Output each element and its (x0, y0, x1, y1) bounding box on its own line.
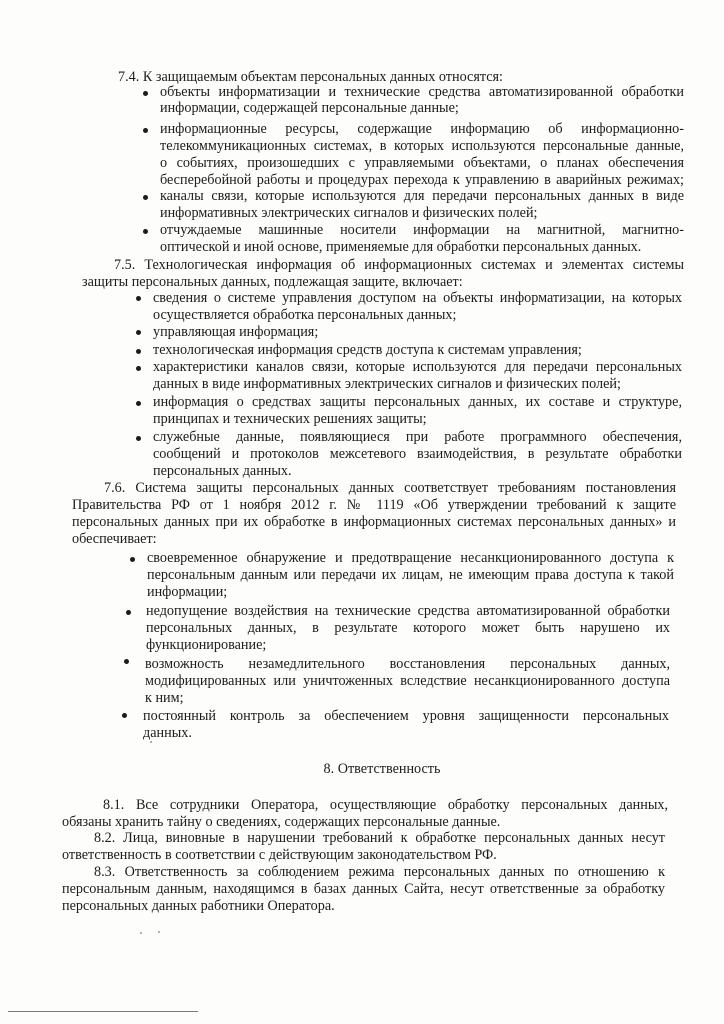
list-item-line: о событиях, произошедших с управляемыми объектами, о планах обеспечения (160, 155, 684, 171)
bullet-icon (136, 349, 141, 354)
para-7-5-intro: 7.5. Технологическая информация об информационных системах и элементах системы (114, 257, 684, 273)
list-item-line: сведения о системе управления доступом на объекты информатизации, на которых (153, 290, 682, 306)
footer-rule (8, 1011, 198, 1012)
list-item-line: объекты информатизации и технические средства автоматизированной обработки (160, 84, 684, 100)
list-item-line: к ним; (145, 690, 184, 706)
list-item-line: информационные ресурсы, содержащие информацию об информационно- (160, 121, 684, 137)
bullet-icon (143, 128, 148, 133)
list-item-line: данных в виде информативных электрических сигналов и физических полей; (153, 376, 621, 392)
list-item-line: бесперебойной работы и процедурах перехода к управлению в аварийных режимах; (160, 172, 684, 188)
list-item-line: модифицированных или уничтоженных вследствие несанкционированного доступа (145, 673, 670, 689)
list-item-line: оптической и иной основе, применяемые для обработки персональных данных. (160, 239, 642, 255)
list-item-line: персональных данных, в результате которого может быть нарушено их (146, 620, 670, 636)
para-7-6-intro: персональных данных при их обработке в информационных системах персональных данных» и (72, 514, 676, 530)
para-8-3: персональным данным, находящимся в базах данных Сайта, несут ответственные за обработку (62, 881, 665, 897)
para-8-2: ответственность в соответствии с действующим законодательством РФ. (62, 847, 497, 863)
list-item-line: осуществляется обработка персональных данных; (153, 307, 457, 323)
bullet-icon (136, 401, 141, 406)
scan-speck (158, 931, 160, 933)
list-item-line: постоянный контроль за обеспечением уровня защищенности персональных (143, 708, 669, 724)
list-item-line: данных. (143, 725, 192, 741)
para-7-6-intro: Правительства РФ от 1 ноября 2012 г. № 1119 «Об утверждении требований к защите (72, 497, 676, 513)
bullet-icon (143, 229, 148, 234)
bullet-icon (136, 330, 141, 335)
bullet-icon (130, 557, 135, 562)
para-8-1: обязаны хранить тайну о сведениях, содержащих персональные данные. (62, 814, 501, 830)
para-7-4-intro: 7.4. К защищаемым объектам персональных данных относятся: (118, 69, 503, 85)
list-item-line: телекоммуникационных системах, в которых используются персональные данные, (160, 138, 684, 154)
para-8-1: 8.1. Все сотрудники Оператора, осуществляющие обработку персональных данных, (103, 797, 668, 813)
scan-speck (150, 741, 152, 743)
para-8-3: персональных данных работники Оператора. (62, 898, 335, 914)
list-item-line: отчуждаемые машинные носители информации на магнитной, магнитно- (160, 222, 684, 238)
list-item-line: возможность незамедлительного восстановления персональных данных, (145, 656, 670, 672)
section-8-heading: 8. Ответственность (323, 761, 441, 777)
bullet-icon (136, 366, 141, 371)
list-item-line: информации, содержащей персональные данные; (160, 100, 459, 116)
para-8-3: 8.3. Ответственность за соблюдением режима персональных данных по отношению к (94, 864, 665, 880)
bullet-icon (122, 713, 127, 718)
list-item-line: персональных данных. (153, 463, 292, 479)
list-item-line: персональным данным или передачи их лицам, не имеющим права доступа к такой (147, 567, 674, 583)
para-8-2: 8.2. Лица, виновные в нарушении требований к обработке персональных данных несут (94, 830, 665, 846)
list-item-line: функционирование; (146, 637, 267, 653)
list-item-line: управляющая информация; (153, 324, 319, 340)
list-item-line: принципах и технических решениях защиты; (153, 411, 427, 427)
list-item-line: своевременное обнаружение и предотвращение несанкционированного доступа к (147, 550, 674, 566)
para-7-5-intro: защиты персональных данных, подлежащая защите, включает: (82, 274, 463, 290)
list-item-line: каналы связи, которые используются для передачи персональных данных в виде (160, 188, 684, 204)
bullet-icon (143, 195, 148, 200)
para-7-6-intro: 7.6. Система защиты персональных данных соответствует требованиям постановления (104, 480, 676, 496)
bullet-icon (124, 659, 129, 664)
list-item-line: недопущение воздействия на технические средства автоматизированной обработки (146, 603, 670, 619)
bullet-icon (136, 436, 141, 441)
list-item-line: информация о средствах защиты персональных данных, их составе и структуре, (153, 394, 682, 410)
list-item-line: служебные данные, появляющиеся при работе программного обеспечения, (153, 429, 682, 445)
list-item-line: технологическая информация средств доступа к системам управления; (153, 342, 582, 358)
bullet-icon (136, 296, 141, 301)
para-7-6-intro: обеспечивает: (72, 531, 157, 547)
list-item-line: информативных электрических сигналов и физических полей; (160, 205, 538, 221)
list-item-line: характеристики каналов связи, которые используются для передачи персональных (153, 359, 682, 375)
bullet-icon (126, 610, 131, 615)
bullet-icon (143, 91, 148, 96)
list-item-line: информации; (147, 584, 228, 600)
scan-speck (140, 932, 142, 934)
list-item-line: сообщений и протоколов межсетевого взаимодействия, в результате обработки (153, 446, 682, 462)
